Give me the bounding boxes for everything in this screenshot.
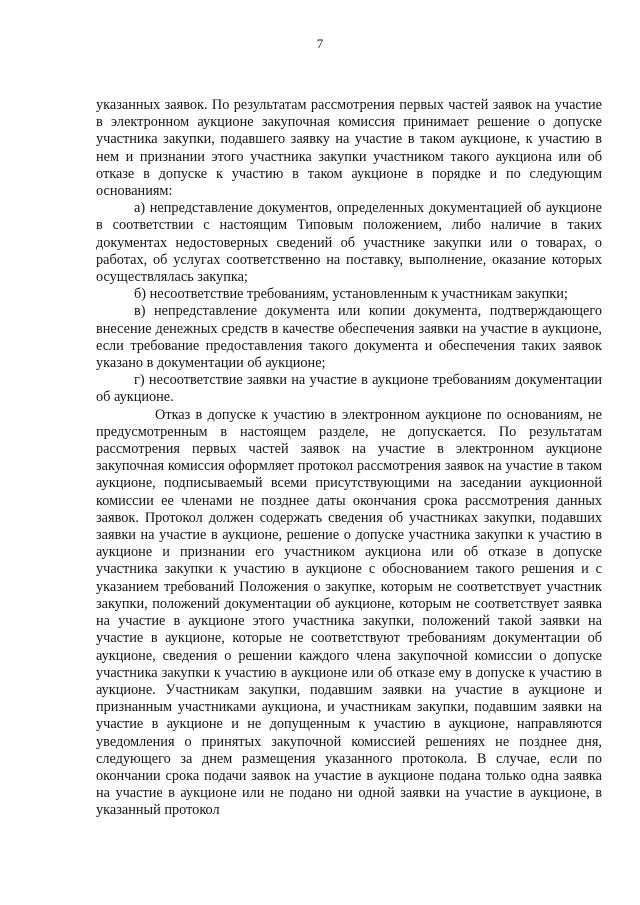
document-body (96, 97, 602, 820)
paragraph-item-v: в) непредставление документа или копии документа, подтверждающего внесение денежных средств в качестве обеспечения заявки на участие в аукционе, если требование предоставления такого документа и обеспечения таких заявок указано в документации об аукционе; (96, 303, 602, 372)
page-number: 7 (316, 36, 324, 51)
paragraph-item-g: г) несоответствие заявки на участие в аукционе требованиям документации об аукционе. (96, 372, 602, 406)
paragraph-item-a: а) непредставление документов, определенных документацией об аукционе в соответствии с настоящим Типовым положением, либо наличие в таких документах недостоверных сведений об участнике закупки или о товарах, о работах, об услугах соответственно на поставку, выполнение, оказание которых осуществлялась закупка; (96, 200, 602, 286)
paragraph-item-b: б) несоответствие требованиям, установленным к участникам закупки; (134, 286, 568, 303)
paragraph-intro: указанных заявок. По результатам рассмотрения первых частей заявок на участие в электронном аукционе закупочная комиссия принимает решение о допуске участника закупки, подавшего заявку на участие в таком аукционе, к участию в нем и признании этого участника закупки участником такого аукциона или об отказе в допуске к участию в таком аукционе в порядке и по следующим основаниям: (96, 97, 602, 200)
paragraph-refusal: Отказ в допуске к участию в электронном аукционе по основаниям, не предусмотренным в настоящем разделе, не допускается. По результатам рассмотрения первых частей заявок на участие в электронном аукционе закупочная комиссия оформляет протокол рассмотрения заявок на участие в таком аукционе, подписываемый всеми присутствующими на заседании аукционной комиссии ее членами не позднее даты окончания срока рассмотрения данных заявок. Протокол должен содержать сведения об участниках закупки, подавших заявки на участие в аукционе, решение о допуске участника закупки к участию в аукционе и признании его участником аукциона или об отказе в допуске участника закупки к участию в аукционе с обоснованием такого решения и с указанием требований Положения о закупке, которым не соответствует участник закупки, положений документации об аукционе, которым не соответствует заявка на участие в аукционе этого участника закупки, положений такой заявки на участие в аукционе, которые не соответствуют требованиям документации об аукционе, сведения о решении каждого члена закупочной комиссии о допуске участника закупки к участию в аукционе или об отказе ему в допуске к участию в аукционе. Участникам закупки, подавшим заявки на участие в аукционе и признанным участниками аукциона, и участникам закупки, подавшим заявки на участие в аукционе и не допущенным к участию в аукционе, направляются уведомления о принятых закупочной комиссией решениях не позднее дня, следующего за днем размещения указанного протокола. В случае, если по окончании срока подачи заявок на участие в аукционе подана только одна заявка на участие в аукционе или не подано ни одной заявки на участие в аукционе, в указанный протокол (96, 406, 602, 819)
